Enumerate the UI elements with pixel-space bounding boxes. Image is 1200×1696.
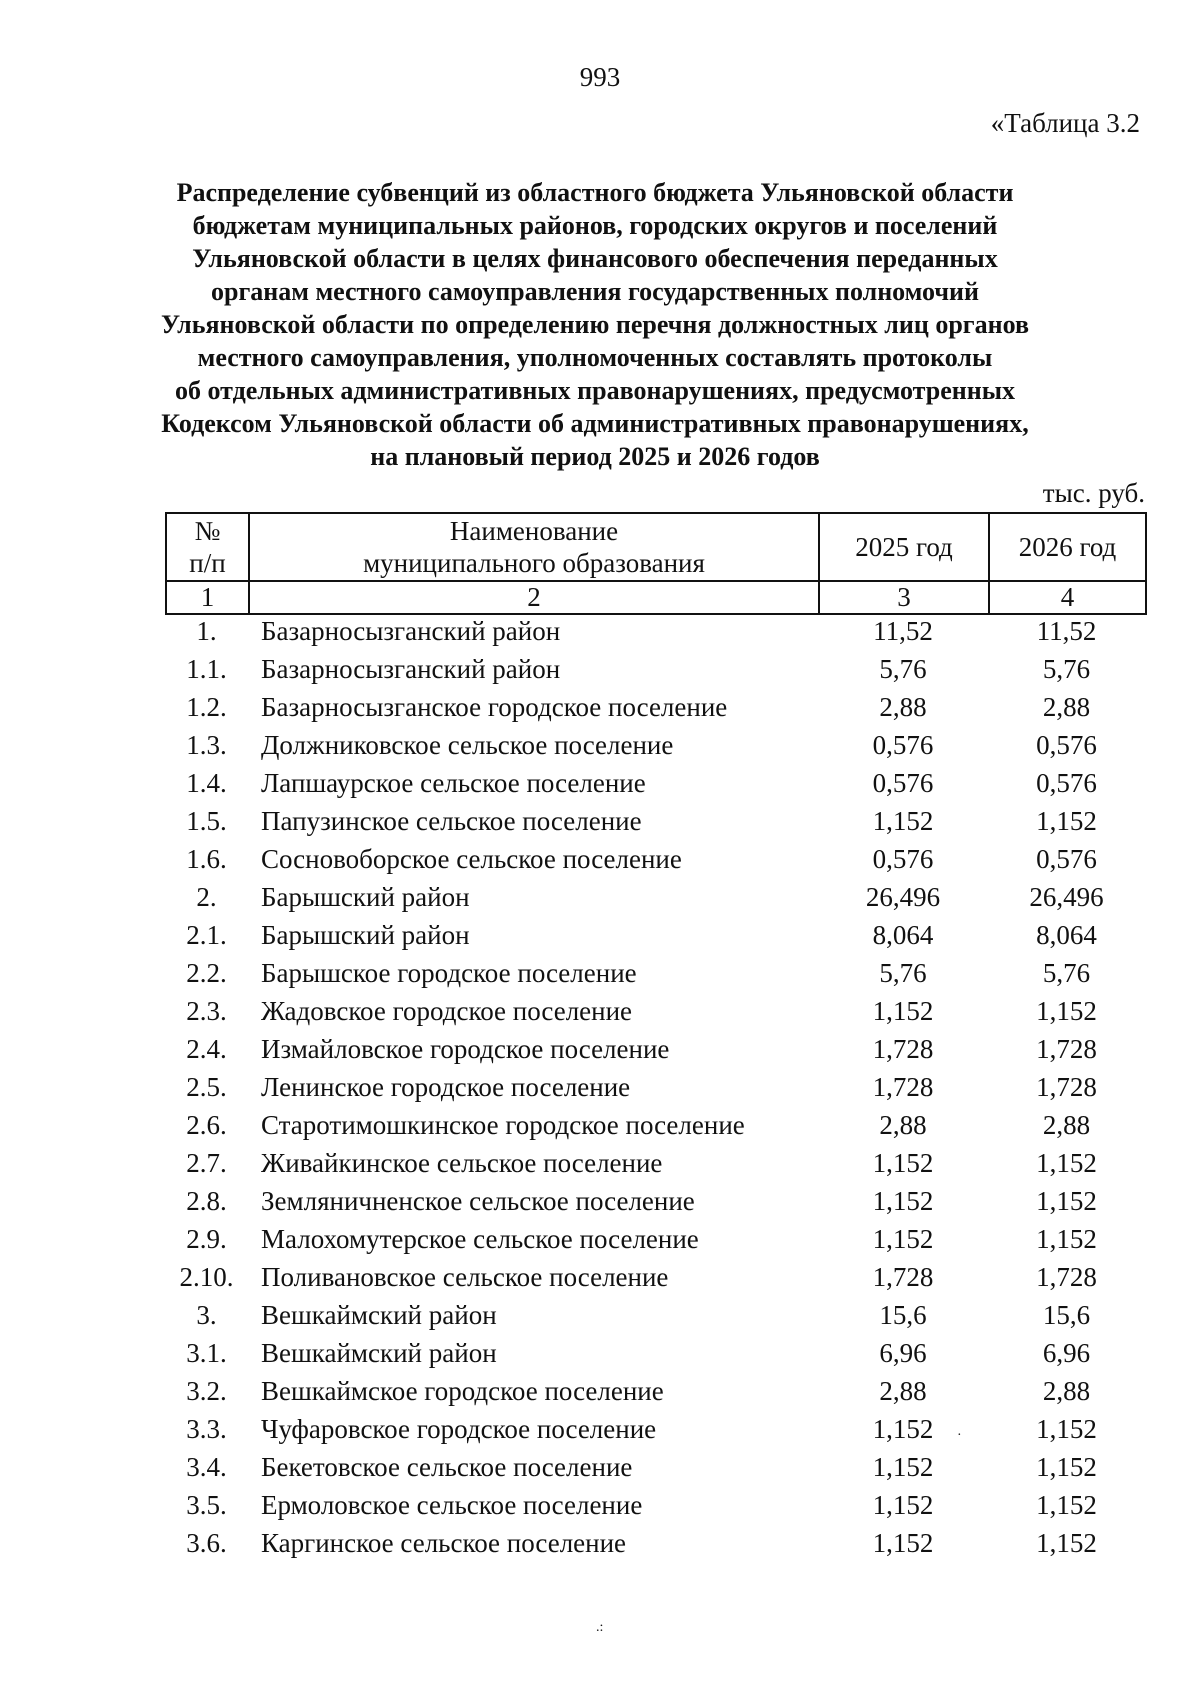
table-row bbox=[165, 650, 1145, 688]
row-number: 2.8. bbox=[186, 1186, 227, 1216]
header-year-2025: 2025 год bbox=[819, 513, 989, 581]
row-value-2026: 5,76 bbox=[1042, 958, 1091, 988]
header-name-line2: муниципального образования bbox=[363, 548, 705, 578]
table-row bbox=[165, 992, 1145, 1030]
table-row bbox=[165, 1334, 1145, 1372]
row-value-2025: 2,88 bbox=[879, 1110, 927, 1140]
scan-speck: · bbox=[957, 1428, 962, 1443]
table-row bbox=[165, 1448, 1145, 1486]
row-value-2025: 1,728 bbox=[872, 1072, 934, 1102]
table-row bbox=[165, 1410, 1145, 1448]
row-number: 3. bbox=[196, 1300, 217, 1330]
row-value-2026: 2,88 bbox=[1042, 1376, 1091, 1406]
row-value-2025: 0,576 bbox=[872, 768, 934, 798]
scan-speck: .: bbox=[596, 1620, 604, 1635]
row-value-2026: 1,728 bbox=[1036, 1034, 1097, 1064]
row-name: Сосновоборское сельское поселение bbox=[261, 844, 682, 874]
row-value-2026: 1,152 bbox=[1036, 1490, 1097, 1520]
row-number: 2.3. bbox=[186, 996, 227, 1026]
header-name-cell bbox=[249, 513, 819, 581]
title-line: бюджетам муниципальных районов, городских округов и поселений bbox=[192, 211, 998, 240]
table-row bbox=[165, 1030, 1145, 1068]
row-name: Должниковское сельское поселение bbox=[261, 730, 674, 760]
row-name: Папузинское сельское поселение bbox=[261, 806, 642, 836]
row-name: Малохомутерское сельское поселение bbox=[261, 1224, 699, 1254]
row-number: 2.4. bbox=[186, 1034, 227, 1064]
row-name: Вешкаймское городское поселение bbox=[261, 1376, 664, 1406]
row-number: 2.2. bbox=[186, 958, 227, 988]
row-number: 1. bbox=[196, 616, 217, 646]
row-name: Жадовское городское поселение bbox=[261, 996, 633, 1026]
header-row bbox=[166, 513, 1146, 581]
row-value-2025: 1,728 bbox=[872, 1034, 934, 1064]
row-name: Барышский район bbox=[261, 882, 470, 912]
row-name: Базарносызганское городское поселение bbox=[261, 692, 728, 722]
row-value-2026: 15,6 bbox=[1042, 1300, 1091, 1330]
row-value-2026: 1,152 bbox=[1036, 806, 1097, 836]
row-value-2026: 2,88 bbox=[1042, 1110, 1091, 1140]
row-value-2026: 8,064 bbox=[1036, 920, 1097, 950]
row-value-2025: 1,152 bbox=[872, 1528, 934, 1558]
row-value-2025: 2,88 bbox=[879, 1376, 927, 1406]
table-row bbox=[165, 1220, 1145, 1258]
title-line: местного самоуправления, уполномоченных составлять протоколы bbox=[197, 343, 993, 372]
row-name: Ленинское городское поселение bbox=[261, 1072, 631, 1102]
table-row bbox=[165, 1106, 1145, 1144]
row-value-2025: 2,88 bbox=[879, 692, 927, 722]
row-name: Бекетовское сельское поселение bbox=[261, 1452, 633, 1482]
row-value-2026: 0,576 bbox=[1036, 844, 1097, 874]
row-value-2026: 1,152 bbox=[1036, 1452, 1097, 1482]
title-line: об отдельных административных правонарушениях, предусмотренных bbox=[174, 376, 1015, 405]
row-value-2026: 1,152 bbox=[1036, 996, 1097, 1026]
table-row bbox=[165, 1524, 1145, 1562]
table-row bbox=[165, 840, 1145, 878]
row-number: 2.10. bbox=[179, 1262, 234, 1292]
row-name: Поливановское сельское поселение bbox=[261, 1262, 669, 1292]
row-number: 2.7. bbox=[186, 1148, 227, 1178]
row-value-2025: 1,152 bbox=[872, 1148, 934, 1178]
row-name: Барышский район bbox=[261, 920, 470, 950]
row-value-2026: 1,728 bbox=[1036, 1072, 1097, 1102]
title-line: Кодексом Ульяновской области об административных правонарушениях, bbox=[161, 409, 1029, 438]
unit-label: тыс. руб. bbox=[1042, 478, 1145, 508]
column-index: 4 bbox=[989, 581, 1146, 614]
row-value-2025: 1,152 bbox=[872, 806, 934, 836]
header-num-cell bbox=[166, 513, 249, 581]
row-name: Земляничненское сельское поселение bbox=[261, 1186, 695, 1216]
title-line: органам местного самоуправления государственных полномочий bbox=[210, 277, 979, 306]
column-index: 3 bbox=[819, 581, 989, 614]
row-number: 3.6. bbox=[186, 1528, 227, 1558]
title-line: на плановый период 2025 и 2026 годов bbox=[370, 442, 820, 471]
row-value-2025: 1,152 bbox=[872, 1414, 934, 1444]
table-row bbox=[165, 764, 1145, 802]
row-value-2026: 1,152 bbox=[1036, 1186, 1097, 1216]
row-value-2025: 1,152 bbox=[872, 1224, 934, 1254]
row-name: Живайкинское сельское поселение bbox=[261, 1148, 663, 1178]
title-line: Ульяновской области в целях финансового обеспечения переданных bbox=[192, 244, 998, 273]
row-value-2025: 15,6 bbox=[879, 1300, 927, 1330]
table-row bbox=[165, 726, 1145, 764]
row-value-2025: 0,576 bbox=[872, 730, 934, 760]
column-index-row bbox=[166, 581, 1146, 614]
row-value-2026: 26,496 bbox=[1029, 882, 1104, 912]
row-name: Чуфаровское городское поселение bbox=[261, 1414, 657, 1444]
row-value-2026: 1,152 bbox=[1036, 1224, 1097, 1254]
row-name: Вешкаймский район bbox=[261, 1300, 497, 1330]
row-value-2026: 0,576 bbox=[1036, 768, 1097, 798]
table-header bbox=[165, 512, 1147, 615]
row-name: Каргинское сельское поселение bbox=[261, 1528, 627, 1558]
row-value-2026: 1,152 bbox=[1036, 1414, 1097, 1444]
row-number: 3.3. bbox=[186, 1414, 227, 1444]
row-value-2026: 11,52 bbox=[1036, 616, 1097, 646]
row-value-2025: 11,52 bbox=[873, 616, 933, 646]
row-number: 1.1. bbox=[186, 654, 227, 684]
row-value-2026: 2,88 bbox=[1042, 692, 1091, 722]
document-title bbox=[150, 176, 1040, 473]
row-number: 1.6. bbox=[186, 844, 227, 874]
column-index: 2 bbox=[249, 581, 819, 614]
row-number: 2.5. bbox=[186, 1072, 227, 1102]
row-value-2025: 5,76 bbox=[879, 654, 927, 684]
table-row bbox=[165, 1372, 1145, 1410]
row-number: 3.5. bbox=[186, 1490, 227, 1520]
page-number: 993 bbox=[579, 62, 621, 92]
row-value-2025: 1,152 bbox=[872, 1452, 934, 1482]
row-number: 1.5. bbox=[186, 806, 227, 836]
row-value-2025: 6,96 bbox=[879, 1338, 927, 1368]
row-number: 2.6. bbox=[186, 1110, 227, 1140]
table-row bbox=[165, 1258, 1145, 1296]
row-name: Базарносызганский район bbox=[261, 616, 561, 646]
row-name: Вешкаймский район bbox=[261, 1338, 497, 1368]
table-row bbox=[165, 1068, 1145, 1106]
row-value-2026: 1,152 bbox=[1036, 1148, 1097, 1178]
table-row bbox=[165, 1144, 1145, 1182]
row-name: Ермоловское сельское поселение bbox=[261, 1490, 643, 1520]
header-num-line1: № bbox=[194, 516, 221, 546]
row-value-2026: 0,576 bbox=[1036, 730, 1097, 760]
row-number: 1.4. bbox=[186, 768, 227, 798]
row-name: Базарносызганский район bbox=[261, 654, 561, 684]
table-body bbox=[165, 612, 1145, 1562]
row-value-2025: 1,152 bbox=[872, 1490, 934, 1520]
row-name: Старотимошкинское городское поселение bbox=[261, 1110, 745, 1140]
row-value-2026: 5,76 bbox=[1042, 654, 1091, 684]
header-num-line2: п/п bbox=[189, 548, 226, 578]
title-line: Распределение субвенций из областного бюджета Ульяновской области bbox=[176, 178, 1014, 207]
row-value-2026: 1,728 bbox=[1036, 1262, 1097, 1292]
row-value-2025: 1,152 bbox=[872, 996, 934, 1026]
row-number: 3.2. bbox=[186, 1376, 227, 1406]
table-row bbox=[165, 1182, 1145, 1220]
row-name: Измайловское городское поселение bbox=[261, 1034, 670, 1064]
row-name: Лапшаурское сельское поселение bbox=[261, 768, 646, 798]
header-year-2026: 2026 год bbox=[989, 513, 1146, 581]
row-value-2025: 1,728 bbox=[872, 1262, 934, 1292]
table-row bbox=[165, 688, 1145, 726]
row-number: 1.3. bbox=[186, 730, 227, 760]
table-row bbox=[165, 802, 1145, 840]
row-number: 2.9. bbox=[186, 1224, 227, 1254]
row-name: Барышское городское поселение bbox=[261, 958, 637, 988]
table-row bbox=[165, 612, 1145, 650]
row-number: 1.2. bbox=[186, 692, 227, 722]
header-name-line1: Наименование bbox=[449, 516, 619, 546]
row-number: 2. bbox=[196, 882, 217, 912]
table-row bbox=[165, 1296, 1145, 1334]
row-value-2026: 6,96 bbox=[1042, 1338, 1091, 1368]
title-line: Ульяновской области по определению перечня должностных лиц органов bbox=[161, 310, 1029, 339]
table-row bbox=[165, 878, 1145, 916]
table-row bbox=[165, 916, 1145, 954]
row-value-2026: 1,152 bbox=[1036, 1528, 1097, 1558]
row-value-2025: 0,576 bbox=[872, 844, 934, 874]
row-value-2025: 26,496 bbox=[865, 882, 941, 912]
row-value-2025: 1,152 bbox=[872, 1186, 934, 1216]
row-value-2025: 5,76 bbox=[879, 958, 927, 988]
row-number: 3.1. bbox=[186, 1338, 227, 1368]
row-number: 2.1. bbox=[186, 920, 227, 950]
row-number: 3.4. bbox=[186, 1452, 227, 1482]
table-row bbox=[165, 954, 1145, 992]
row-value-2025: 8,064 bbox=[872, 920, 934, 950]
column-index: 1 bbox=[166, 581, 249, 614]
table-row bbox=[165, 1486, 1145, 1524]
table-reference: «Таблица 3.2 bbox=[990, 108, 1140, 138]
